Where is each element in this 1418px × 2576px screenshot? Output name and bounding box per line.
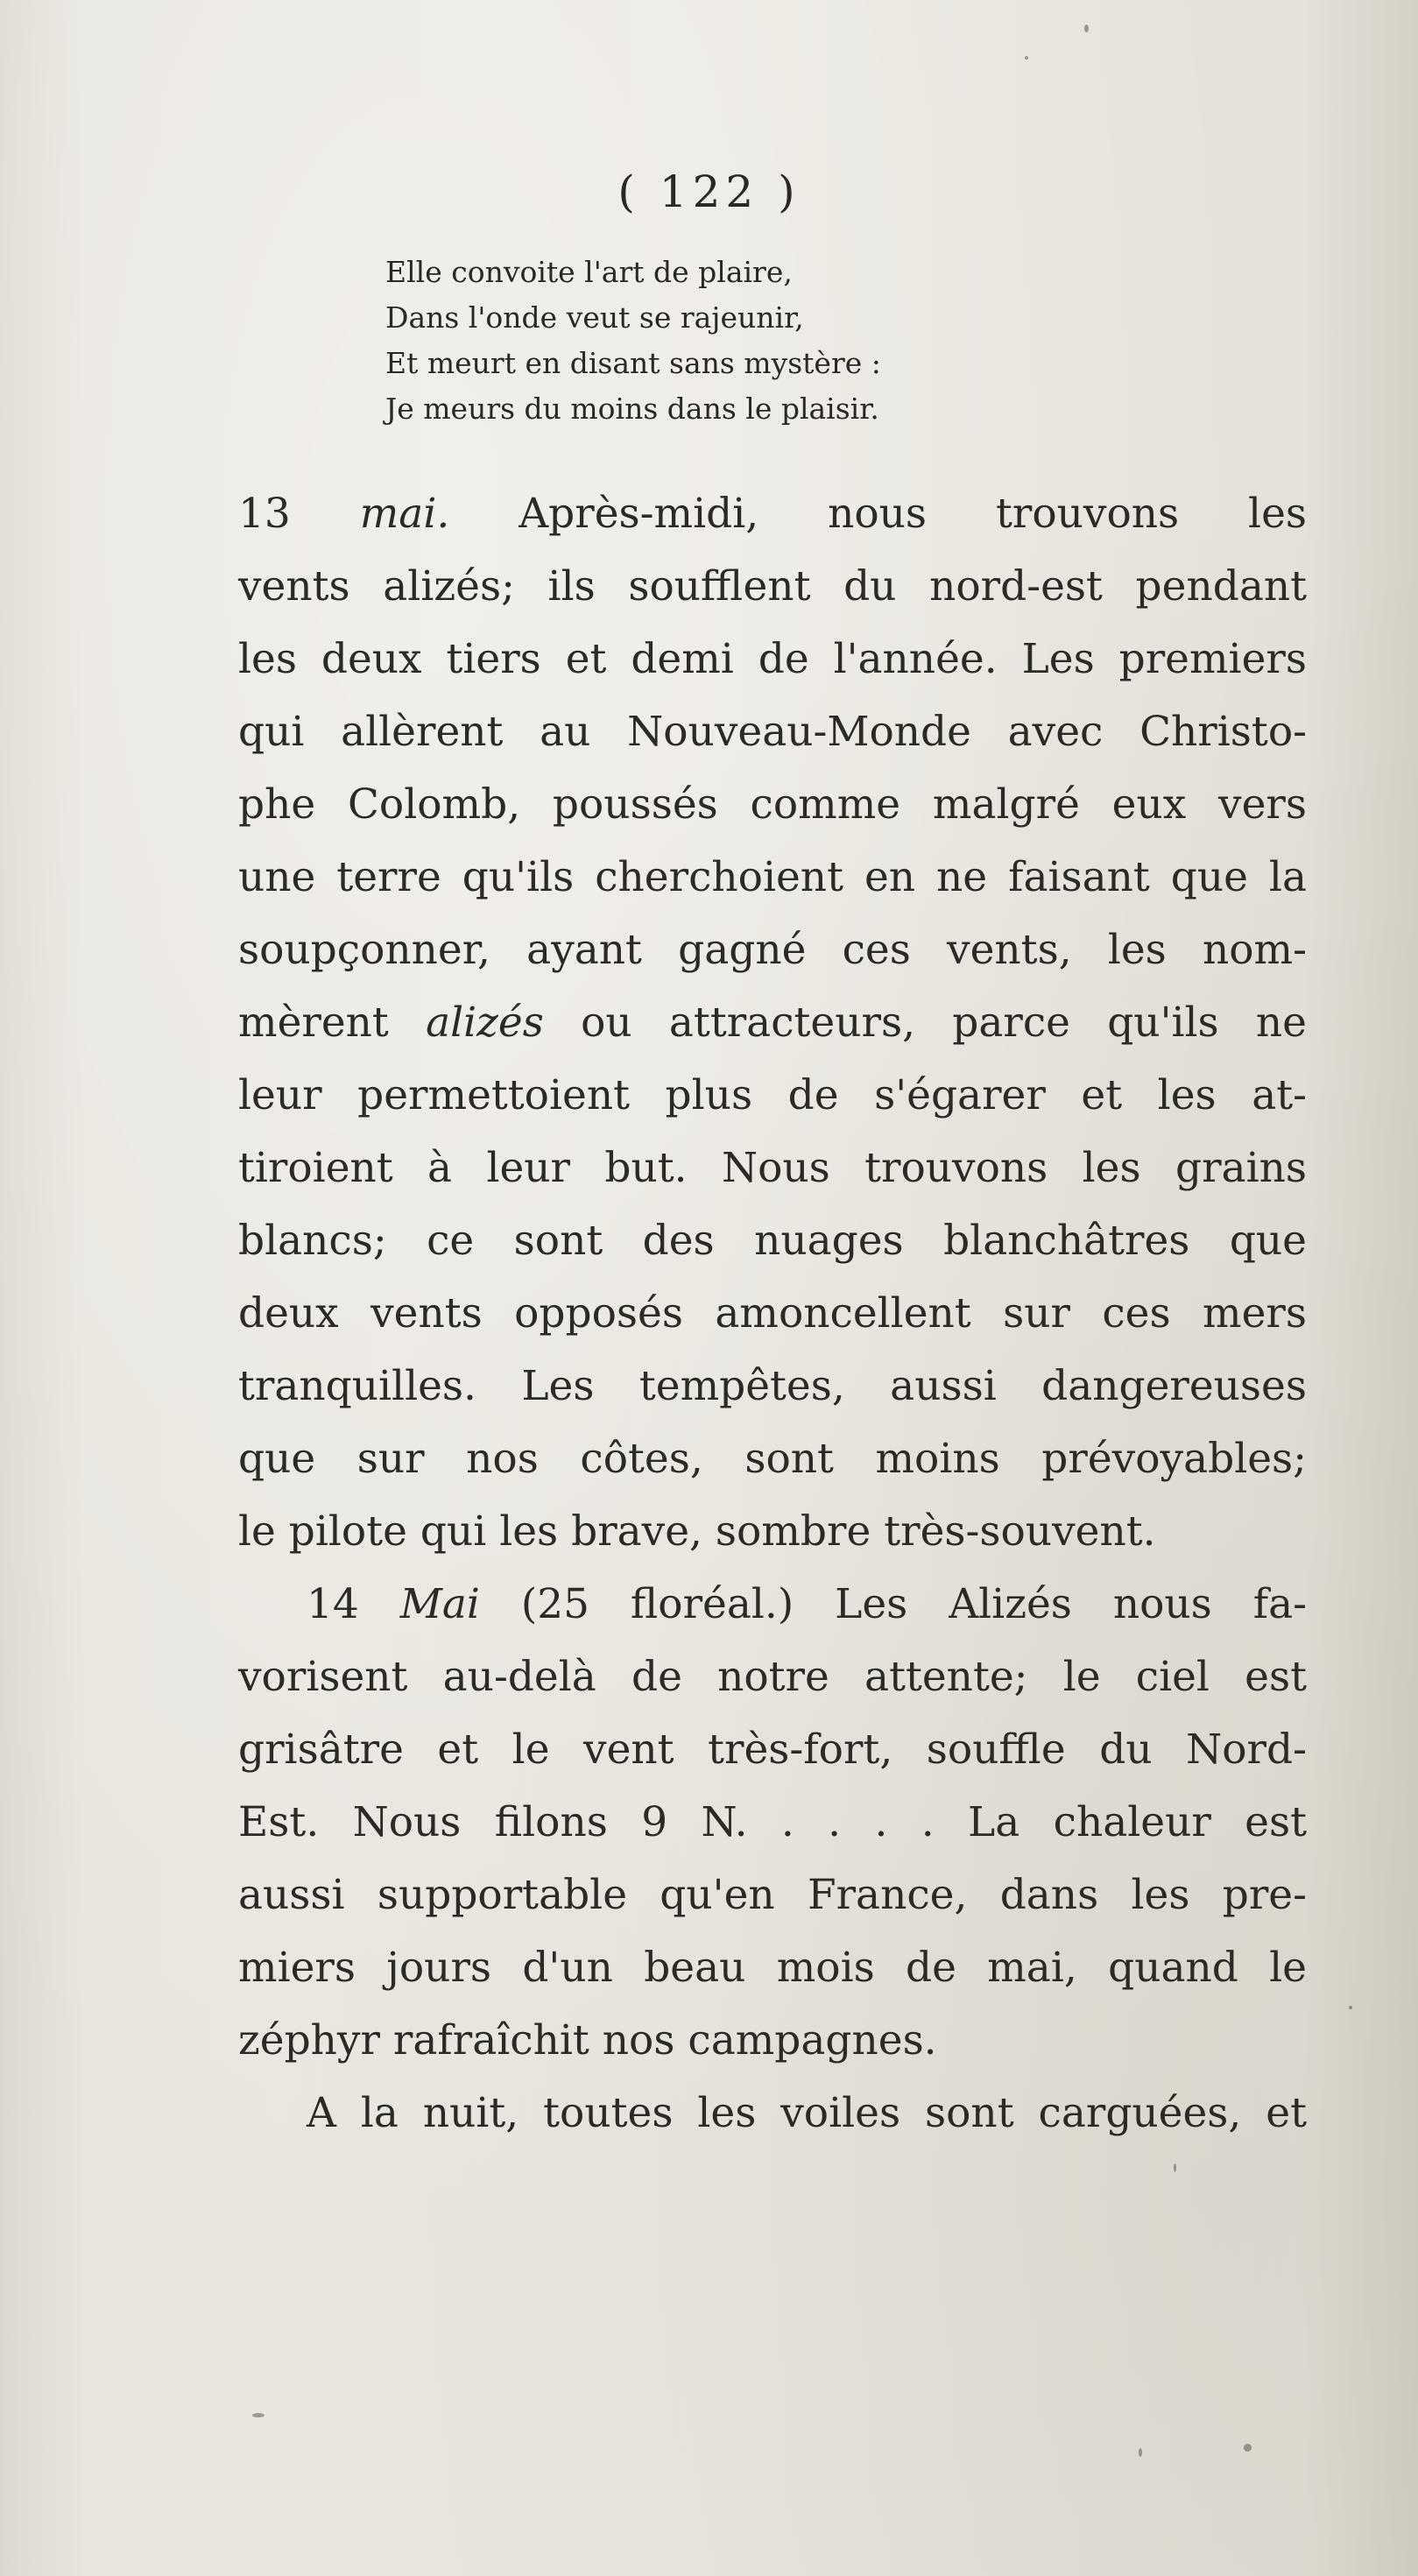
text-line	[238, 1713, 1307, 1786]
paragraph	[238, 477, 1307, 1568]
text-run: phe Colomb, poussés comme malgré eux vers	[238, 780, 1307, 829]
poem-line: Et meurt en disant sans mystère :	[385, 346, 881, 380]
text-run: leur permettoient plus de s'égarer et les at-	[238, 1071, 1307, 1119]
text-line	[238, 768, 1307, 841]
text-run: blancs; ce sont des nuages blanchâtres que	[238, 1217, 1307, 1265]
paper-speck	[1244, 2444, 1252, 2452]
poem-stanza	[385, 250, 1051, 432]
text-run: Après-midi, nous trouvons les	[449, 490, 1308, 538]
text-run: tiroient à leur but. Nous trouvons les grains	[238, 1144, 1307, 1192]
text-line	[238, 986, 1307, 1059]
paper-speck	[1174, 2163, 1176, 2172]
text-run: les deux tiers et demi de l'année. Les premiers	[238, 635, 1307, 683]
text-line	[238, 1641, 1307, 1713]
text-run: une terre qu'ils cherchoient en ne faisant que la	[238, 853, 1307, 901]
text-run: A la nuit, toutes les voiles sont carguées, et	[307, 2089, 1307, 2137]
text-line	[238, 1059, 1307, 1132]
italic-text: Mai	[399, 1580, 480, 1628]
paper-speck	[1349, 2006, 1352, 2009]
text-run: grisâtre et le vent très-fort, souffle du Nord-	[238, 1726, 1307, 1774]
paper-speck	[252, 2413, 265, 2417]
text-line	[238, 1204, 1307, 1277]
text-line	[238, 1495, 1307, 1568]
text-run: qui allèrent au Nouveau-Monde avec Christo-	[238, 708, 1307, 756]
text-run: zéphyr rafraîchit nos campagnes.	[238, 2016, 937, 2064]
paper-speck	[1139, 2448, 1142, 2457]
text-run: vorisent au-delà de notre attente; le ciel est	[238, 1653, 1307, 1701]
text-run: deux vents opposés amoncellent sur ces mers	[238, 1289, 1307, 1337]
text-line	[238, 1568, 1307, 1641]
text-line	[238, 1859, 1307, 1931]
text-run: miers jours d'un beau mois de mai, quand le	[238, 1944, 1307, 1992]
text-run: soupçonner, ayant gagné ces vents, les nom-	[238, 926, 1307, 974]
text-line	[238, 1786, 1307, 1859]
poem-line: Elle convoite l'art de plaire,	[385, 255, 793, 289]
text-line	[238, 914, 1307, 986]
text-run: le pilote qui les brave, sombre très-souvent.	[238, 1507, 1156, 1556]
text-line	[238, 477, 1307, 550]
poem-line: Dans l'onde veut se rajeunir,	[385, 300, 804, 335]
text-run: vents alizés; ils soufflent du nord-est pendant	[238, 562, 1307, 610]
text-run: Est. Nous filons 9 N. . . . . La chaleur est	[238, 1798, 1307, 1846]
text-run: que sur nos côtes, sont moins prévoyables;	[238, 1435, 1307, 1483]
journal-text	[238, 477, 1307, 2149]
paper-speck	[1025, 56, 1028, 60]
text-line	[238, 1277, 1307, 1350]
text-line	[238, 841, 1307, 914]
page-number: ( 122 )	[617, 166, 801, 217]
text-line	[238, 1350, 1307, 1422]
text-line	[238, 623, 1307, 695]
text-line	[238, 695, 1307, 768]
paragraph	[238, 2077, 1307, 2149]
paper-speck	[1084, 25, 1089, 32]
text-line	[238, 1422, 1307, 1495]
text-run: 13	[238, 490, 360, 538]
text-line	[238, 1931, 1307, 2004]
text-run: mèrent	[238, 999, 427, 1047]
text-run: tranquilles. Les tempêtes, aussi dangereuses	[238, 1362, 1307, 1410]
text-line	[238, 1132, 1307, 1204]
text-line	[238, 2077, 1307, 2149]
paragraph	[238, 1568, 1307, 2077]
italic-text: mai.	[359, 490, 450, 538]
text-run: ou attracteurs, parce qu'ils ne	[543, 999, 1307, 1047]
text-run: (25 floréal.) Les Alizés nous fa-	[479, 1580, 1308, 1628]
text-line	[238, 550, 1307, 623]
text-run: 14	[307, 1580, 400, 1628]
text-line	[238, 2004, 1307, 2077]
poem-line: Je meurs du moins dans le plaisir.	[385, 392, 879, 426]
text-run: aussi supportable qu'en France, dans les pre-	[238, 1871, 1307, 1919]
italic-text: alizés	[426, 999, 544, 1047]
